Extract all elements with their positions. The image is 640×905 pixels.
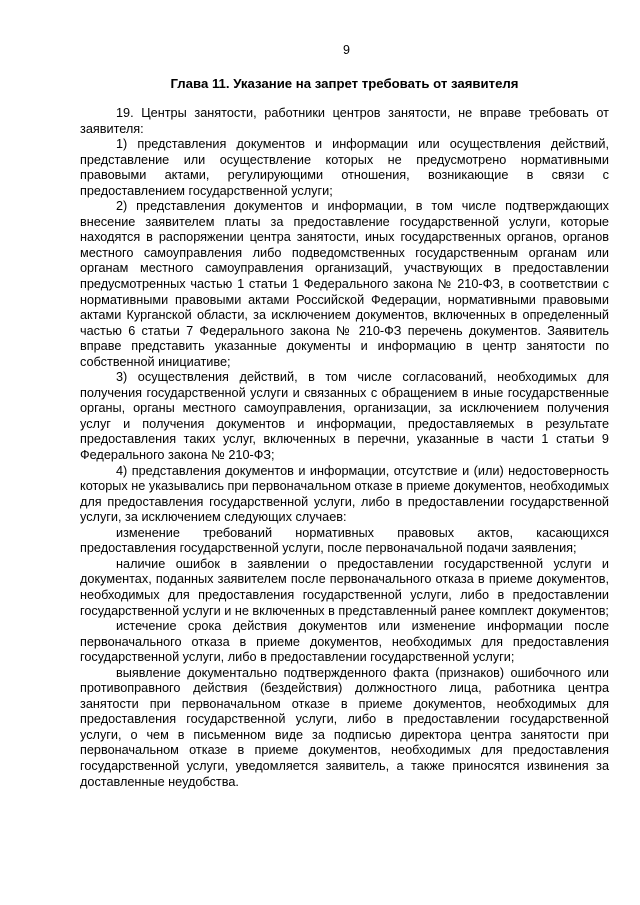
paragraph-item-1: 1) представления документов и информации или осуществления действий, представление или осуществление которых не предусмотрено нормативными правовыми актами, регулирующими отношения, возникающие в связи с предоставлением государственной услуги;	[80, 137, 609, 198]
page-number: 9	[343, 43, 350, 57]
paragraph-item-3: 3) осуществления действий, в том числе согласований, необходимых для получения государственной услуги и связанных с обращением в иные государственные органы, органы местного самоуправления, организации, за исключением получения услуг и получения документов и информации, предоставляемых в результате предоставления таких услуг, включенных в перечни, указанные в части 1 статьи 9 Федерального закона № 210-ФЗ;	[80, 370, 609, 463]
paragraph-intro: 19. Центры занятости, работники центров занятости, не вправе требовать от заявителя:	[80, 106, 609, 136]
chapter-body	[80, 106, 609, 790]
chapter-title: Глава 11. Указание на запрет требовать от заявителя	[170, 76, 519, 91]
paragraph-case-3: истечение срока действия документов или изменение информации после первоначального отказа в приеме документов, необходимых для предоставления государственной услуги, либо в предоставлении государственной услуги;	[80, 619, 609, 665]
paragraph-case-4: выявление документально подтвержденного факта (признаков) ошибочного или противоправного действия (бездействия) должностного лица, работника центра занятости при первоначальном отказе в приеме документов, необходимых для предоставления государственной услуги, либо в предоставлении государственной услуги, о чем в письменном виде за подписью директора центра занятости при первоначальном отказе в приеме документов, необходимых для предоставления государственной услуги, уведомляется заявитель, а также приносятся извинения за доставленные неудобства.	[80, 665, 609, 789]
paragraph-case-1: изменение требований нормативных правовых актов, касающихся предоставления государственной услуги, после первоначальной подачи заявления;	[80, 525, 609, 556]
paragraph-item-4: 4) представления документов и информации, отсутствие и (или) недостоверность которых не указывались при первоначальном отказе в приеме документов, необходимых для предоставления государственной услуги, либо в предоставлении государственной услуги, за исключением следующих случаев:	[80, 463, 609, 525]
paragraph-item-2: 2) представления документов и информации, в том числе подтверждающих внесение заявителем платы за предоставление государственной услуги, которые находятся в распоряжении центра занятости, иных государственных органов, органов местного самоуправления либо подведомственных государственным органам или органам местного самоуправления организаций, участвующих в предоставлении предусмотренных частью 1 статьи 1 Федерального закона № 210-ФЗ, в соответствии с нормативными правовыми актами Российской Федерации, нормативными правовыми актами Курганской области, за исключением документов, включенных в определенный частью 6 статьи 7 Федерального закона № 210-ФЗ перечень документов. Заявитель вправе представить указанные документы и информацию в центр занятости по собственной инициативе;	[80, 199, 609, 369]
paragraph-case-2: наличие ошибок в заявлении о предоставлении государственной услуги и документах, поданных заявителем после первоначального отказа в приеме документов, необходимых для предоставления государственной услуги, либо в предоставлении государственной услуги и не включенных в представленный ранее комплект документов;	[80, 556, 609, 618]
